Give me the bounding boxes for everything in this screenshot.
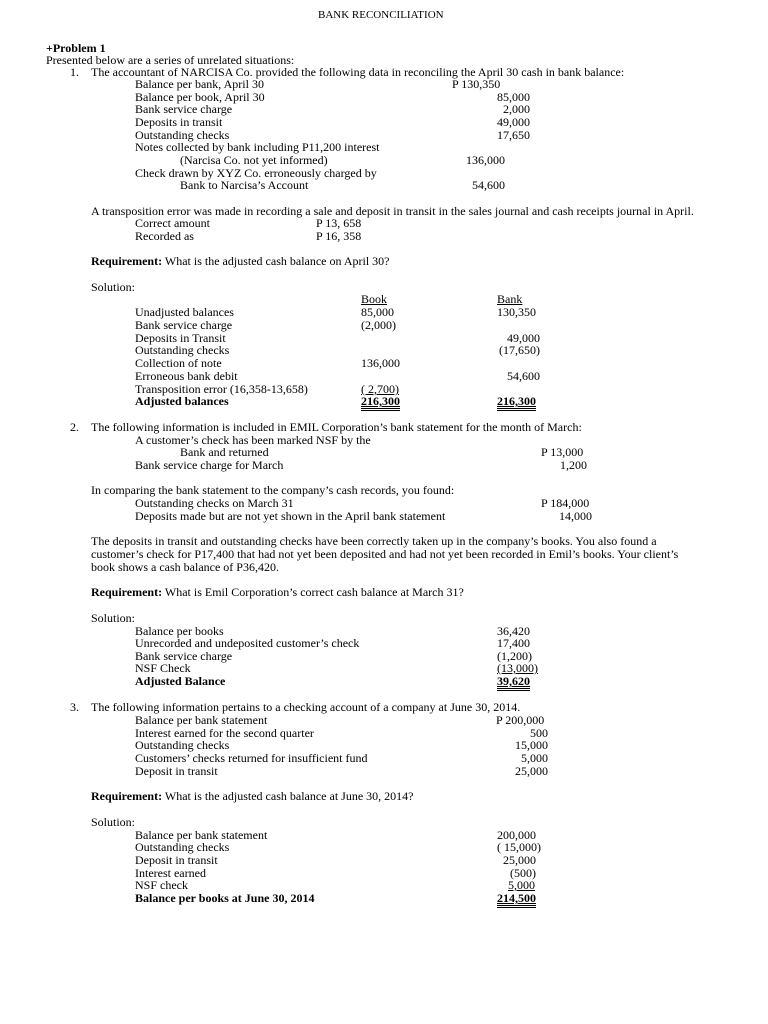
p2-line: A customer’s check has been marked NSF by the: [135, 433, 371, 447]
requirement-text: What is Emil Corporation’s correct cash balance at March 31?: [164, 585, 464, 599]
p3-row-value: 500: [530, 726, 548, 740]
p3-sol-label: Deposit in transit: [135, 853, 218, 867]
p1-sol-bank: 54,600: [507, 369, 540, 383]
p3-row-label: Deposit in transit: [135, 764, 218, 778]
p1-row-label: Balance per bank, April 30: [135, 77, 264, 91]
p3-solution-label: Solution:: [91, 815, 136, 829]
p1-row-label: Outstanding checks: [135, 128, 230, 142]
p1-sol-bank: 49,000: [507, 331, 540, 345]
p2-line: Deposits made but are not yet shown in the April bank statement: [135, 509, 446, 523]
page-title: BANK RECONCILIATION: [318, 9, 444, 21]
p2-value: 14,000: [559, 509, 592, 523]
p3-final-value: 214,500: [497, 892, 536, 908]
p1-text: The accountant of NARCISA Co. provided the following data in reconciling the April 30 cash in bank balance:: [91, 65, 625, 79]
p1-row-value: P 130,350: [452, 77, 501, 91]
p3-row-value: 15,000: [515, 738, 548, 752]
p1-correct-label: Correct amount: [135, 216, 210, 230]
p1-sol-label: Transposition error (16,358-13,658): [135, 382, 308, 396]
p3-sol-value: 200,000: [497, 828, 536, 842]
p2-paragraph: The deposits in transit and outstanding checks have been correctly taken up in the company’s books. You also found a: [91, 534, 657, 548]
p2-value: P 184,000: [541, 496, 590, 510]
p3-sol-label: NSF check: [135, 878, 188, 892]
p3-sol-label: Balance per bank statement: [135, 828, 268, 842]
p2-requirement: [91, 586, 464, 599]
p1-book-header: Book: [361, 292, 388, 306]
requirement-label: Requirement:: [91, 789, 163, 803]
p3-row-label: Outstanding checks: [135, 738, 230, 752]
p2-sol-value: (1,200): [497, 649, 532, 663]
p1-transposition-text: A transposition error was made in recording a sale and deposit in transit in the sales journal and cash receipts journal in April.: [91, 204, 694, 218]
p1-sol-book: 136,000: [361, 356, 400, 370]
p1-row-label: Notes collected by bank including P11,200 interest: [135, 140, 380, 154]
p2-value: P 13,000: [541, 445, 584, 459]
p3-requirement: [91, 790, 414, 803]
p1-sol-label: Collection of note: [135, 356, 222, 370]
p2-adjusted-label: Adjusted Balance: [135, 674, 226, 688]
requirement-label: Requirement:: [91, 585, 163, 599]
p1-sol-book: 85,000: [361, 305, 394, 319]
p2-paragraph: book shows a cash balance of P36,420.: [91, 560, 279, 574]
p3-row-value: 25,000: [515, 764, 548, 778]
p3-number: 3.: [70, 700, 79, 714]
p2-sol-label: Balance per books: [135, 624, 224, 638]
p1-row-value: 49,000: [497, 115, 530, 129]
requirement-text: What is the adjusted cash balance on April 30?: [164, 254, 390, 268]
p2-adjusted-value: 39,620: [497, 675, 530, 691]
p1-sol-label: Deposits in Transit: [135, 331, 226, 345]
p1-adjusted-book: 216,300: [361, 395, 400, 411]
p1-sol-book: ( 2,700): [361, 382, 399, 396]
p2-compare-text: In comparing the bank statement to the company’s cash records, you found:: [91, 483, 455, 497]
p3-text: The following information pertains to a checking account of a company at June 30, 2014.: [91, 700, 521, 714]
p3-final-label: Balance per books at June 30, 2014: [135, 891, 315, 905]
p1-recorded-value: P 16, 358: [316, 229, 362, 243]
p3-sol-value: 5,000: [508, 878, 535, 892]
p1-row-label: Bank service charge: [135, 102, 233, 116]
requirement-label: Requirement:: [91, 254, 163, 268]
p1-adjusted-bank: 216,300: [497, 395, 536, 411]
p2-value: 1,200: [560, 458, 587, 472]
requirement-text: What is the adjusted cash balance at June 30, 2014?: [164, 789, 414, 803]
p1-sol-label: Bank service charge: [135, 318, 233, 332]
p1-row-label: Deposits in transit: [135, 115, 223, 129]
p1-row-label: Bank to Narcisa’s Account: [180, 178, 309, 192]
p1-row-label: (Narcisa Co. not yet informed): [180, 153, 328, 167]
p2-text: The following information is included in EMIL Corporation’s bank statement for the month of March:: [91, 420, 582, 434]
p3-sol-value: (500): [510, 866, 536, 880]
p1-solution-label: Solution:: [91, 280, 136, 294]
p1-sol-label: Erroneous bank debit: [135, 369, 238, 383]
problem-heading: +Problem 1: [46, 41, 106, 55]
p3-row-label: Balance per bank statement: [135, 713, 268, 727]
p1-adjusted-label: Adjusted balances: [135, 394, 229, 408]
p1-requirement: [91, 255, 390, 268]
intro-text: Presented below are a series of unrelated situations:: [46, 53, 295, 67]
p2-number: 2.: [70, 420, 79, 434]
p1-recorded-label: Recorded as: [135, 229, 194, 243]
p1-bank-header: Bank: [497, 292, 523, 306]
p2-line: Bank service charge for March: [135, 458, 284, 472]
p3-row-label: Interest earned for the second quarter: [135, 726, 314, 740]
p1-row-value: 85,000: [497, 90, 530, 104]
p2-line: Bank and returned: [180, 445, 269, 459]
p2-paragraph: customer’s check for P17,400 that had not yet been deposited and had not yet been recorded in Emil’s books. Your client’s: [91, 547, 679, 561]
p3-sol-label: Outstanding checks: [135, 840, 230, 854]
p1-sol-label: Outstanding checks: [135, 343, 230, 357]
p3-row-value: 5,000: [521, 751, 548, 765]
p3-sol-label: Interest earned: [135, 866, 206, 880]
p3-sol-value: 25,000: [503, 853, 536, 867]
p1-sol-book: (2,000): [361, 318, 396, 332]
p2-sol-label: Unrecorded and undeposited customer’s check: [135, 636, 360, 650]
p2-sol-value: (13,000): [497, 661, 538, 675]
p1-sol-label: Unadjusted balances: [135, 305, 234, 319]
p1-row-value: 2,000: [503, 102, 530, 116]
p2-sol-label: Bank service charge: [135, 649, 233, 663]
p1-sol-bank: 130,350: [497, 305, 536, 319]
p3-sol-value: ( 15,000): [497, 840, 541, 854]
p3-row-label: Customers’ checks returned for insufficient fund: [135, 751, 368, 765]
p1-row-value: 17,650: [497, 128, 530, 142]
p1-row-label: Check drawn by XYZ Co. erroneously charged by: [135, 166, 377, 180]
p1-row-value: 136,000: [466, 153, 505, 167]
p1-row-value: 54,600: [472, 178, 505, 192]
p1-number: 1.: [70, 65, 79, 79]
p3-row-value: P 200,000: [496, 713, 545, 727]
p2-sol-label: NSF Check: [135, 661, 191, 675]
p1-sol-bank: (17,650): [499, 343, 540, 357]
p1-row-label: Balance per book, April 30: [135, 90, 265, 104]
p2-sol-value: 36,420: [497, 624, 530, 638]
p2-solution-label: Solution:: [91, 611, 136, 625]
p1-correct-value: P 13, 658: [316, 216, 362, 230]
p2-line: Outstanding checks on March 31: [135, 496, 294, 510]
p2-sol-value: 17,400: [497, 636, 530, 650]
